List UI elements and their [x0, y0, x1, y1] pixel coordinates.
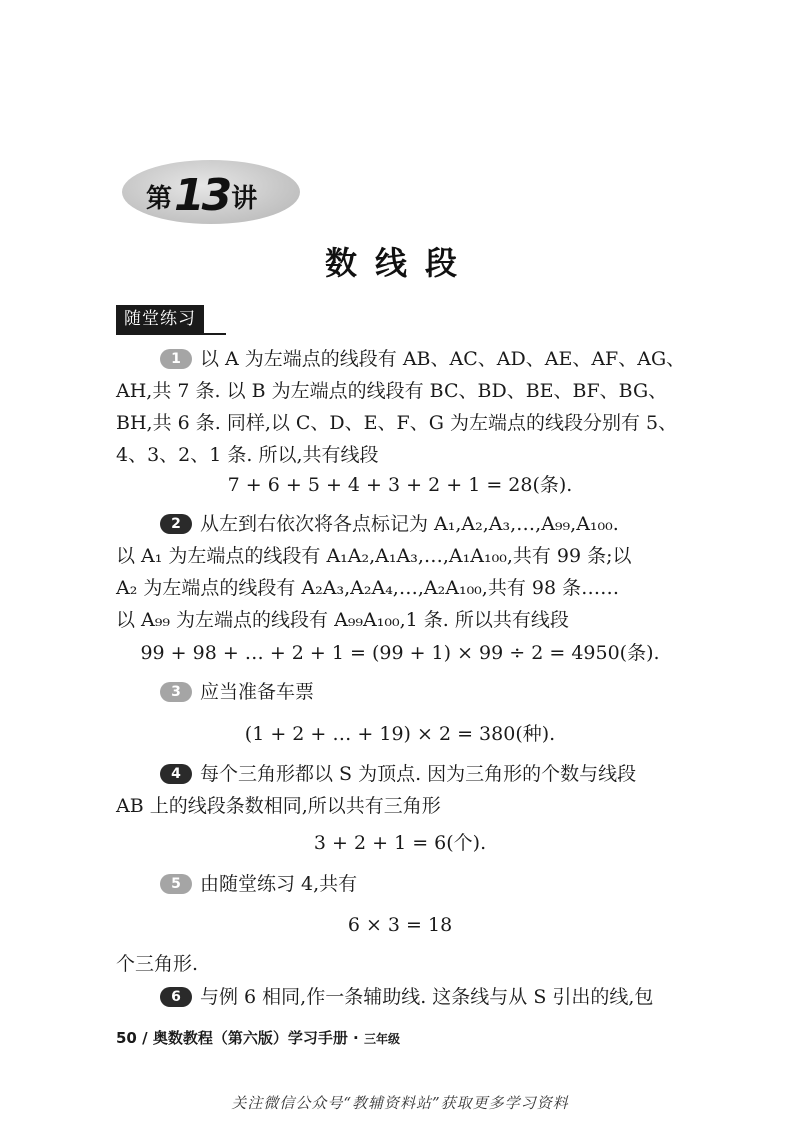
exercise-number-badge: 4 [160, 764, 192, 784]
exercise-6-line: 6 与例 6 相同,作一条辅助线. 这条线与从 S 引出的线,包 [116, 981, 696, 1013]
exercise-4-text [116, 758, 696, 822]
exercise-2-formula: 99 + 98 + … + 2 + 1 = (99 + 1) × 99 ÷ 2 = 4950(条). [140, 642, 660, 664]
lecture-prefix: 第 [146, 184, 173, 214]
exercise-5-line: 5 由随堂练习 4,共有 [116, 868, 696, 900]
exercise-5-after [116, 948, 696, 980]
exercise-1-formula: 7 + 6 + 5 + 4 + 3 + 2 + 1 = 28(条). [227, 474, 573, 496]
lecture-suffix: 讲 [231, 184, 258, 214]
exercise-number-badge: 6 [160, 987, 192, 1007]
exercise-5-formula: 6 × 3 = 18 [347, 914, 453, 936]
watermark-text: 关注微信公众号“教辅资料站”获取更多学习资料 [231, 1094, 569, 1112]
exercise-1-line: 4、3、2、1 条. 所以,共有线段 [116, 444, 379, 466]
exercise-2-line: 以 A₁ 为左端点的线段有 A₁A₂,A₁A₃,…,A₁A₁₀₀,共有 99 条;以 [116, 545, 632, 567]
exercise-3-line: 3 应当准备车票 [116, 676, 696, 708]
exercise-5-text [116, 868, 696, 900]
page-footer [116, 1027, 400, 1048]
exercise-number-badge: 5 [160, 874, 192, 894]
page-number: 50 [116, 1029, 137, 1047]
grade-label: 三年级 [363, 1032, 400, 1046]
exercise-4-line: AB 上的线段条数相同,所以共有三角形 [116, 795, 441, 817]
exercise-number-badge: 3 [160, 682, 192, 702]
footer-separator: / [136, 1029, 153, 1047]
exercise-1-line: AH,共 7 条. 以 B 为左端点的线段有 BC、BD、BE、BF、BG、 [116, 380, 668, 402]
exercise-1-line: 1 以 A 为左端点的线段有 AB、AC、AD、AE、AF、AG、 [116, 343, 696, 375]
exercise-2-line: 以 A₉₉ 为左端点的线段有 A₉₉A₁₀₀,1 条. 所以共有线段 [116, 609, 569, 631]
section-rule [116, 333, 226, 335]
footer-dot: · [347, 1029, 364, 1047]
exercise-2-text [116, 508, 696, 636]
exercise-3-text [116, 676, 696, 708]
chapter-title: 数线段 [324, 244, 475, 282]
lecture-heading [146, 170, 258, 221]
exercise-2-line: 2 从左到右依次将各点标记为 A₁,A₂,A₃,…,A₉₉,A₁₀₀. [116, 508, 696, 540]
exercise-1-line: BH,共 6 条. 同样,以 C、D、E、F、G 为左端点的线段分别有 5、 [116, 412, 678, 434]
exercise-2-line: A₂ 为左端点的线段有 A₂A₃,A₂A₄,…,A₂A₁₀₀,共有 98 条…… [116, 577, 620, 599]
exercise-5-line: 个三角形. [116, 953, 199, 975]
exercise-4-line: 4 每个三角形都以 S 为顶点. 因为三角形的个数与线段 [116, 758, 696, 790]
exercise-1-text [116, 343, 696, 471]
exercise-6-text [116, 981, 696, 1013]
exercise-3-formula: (1 + 2 + … + 19) × 2 = 380(种). [244, 723, 556, 745]
exercise-4-formula: 3 + 2 + 1 = 6(个). [313, 832, 487, 854]
book-title: 奥数教程（第六版）学习手册 [152, 1029, 348, 1047]
exercise-number-badge: 1 [160, 349, 192, 369]
section-label: 随堂练习 [116, 305, 204, 333]
lecture-number: 13 [174, 170, 230, 221]
exercise-number-badge: 2 [160, 514, 192, 534]
